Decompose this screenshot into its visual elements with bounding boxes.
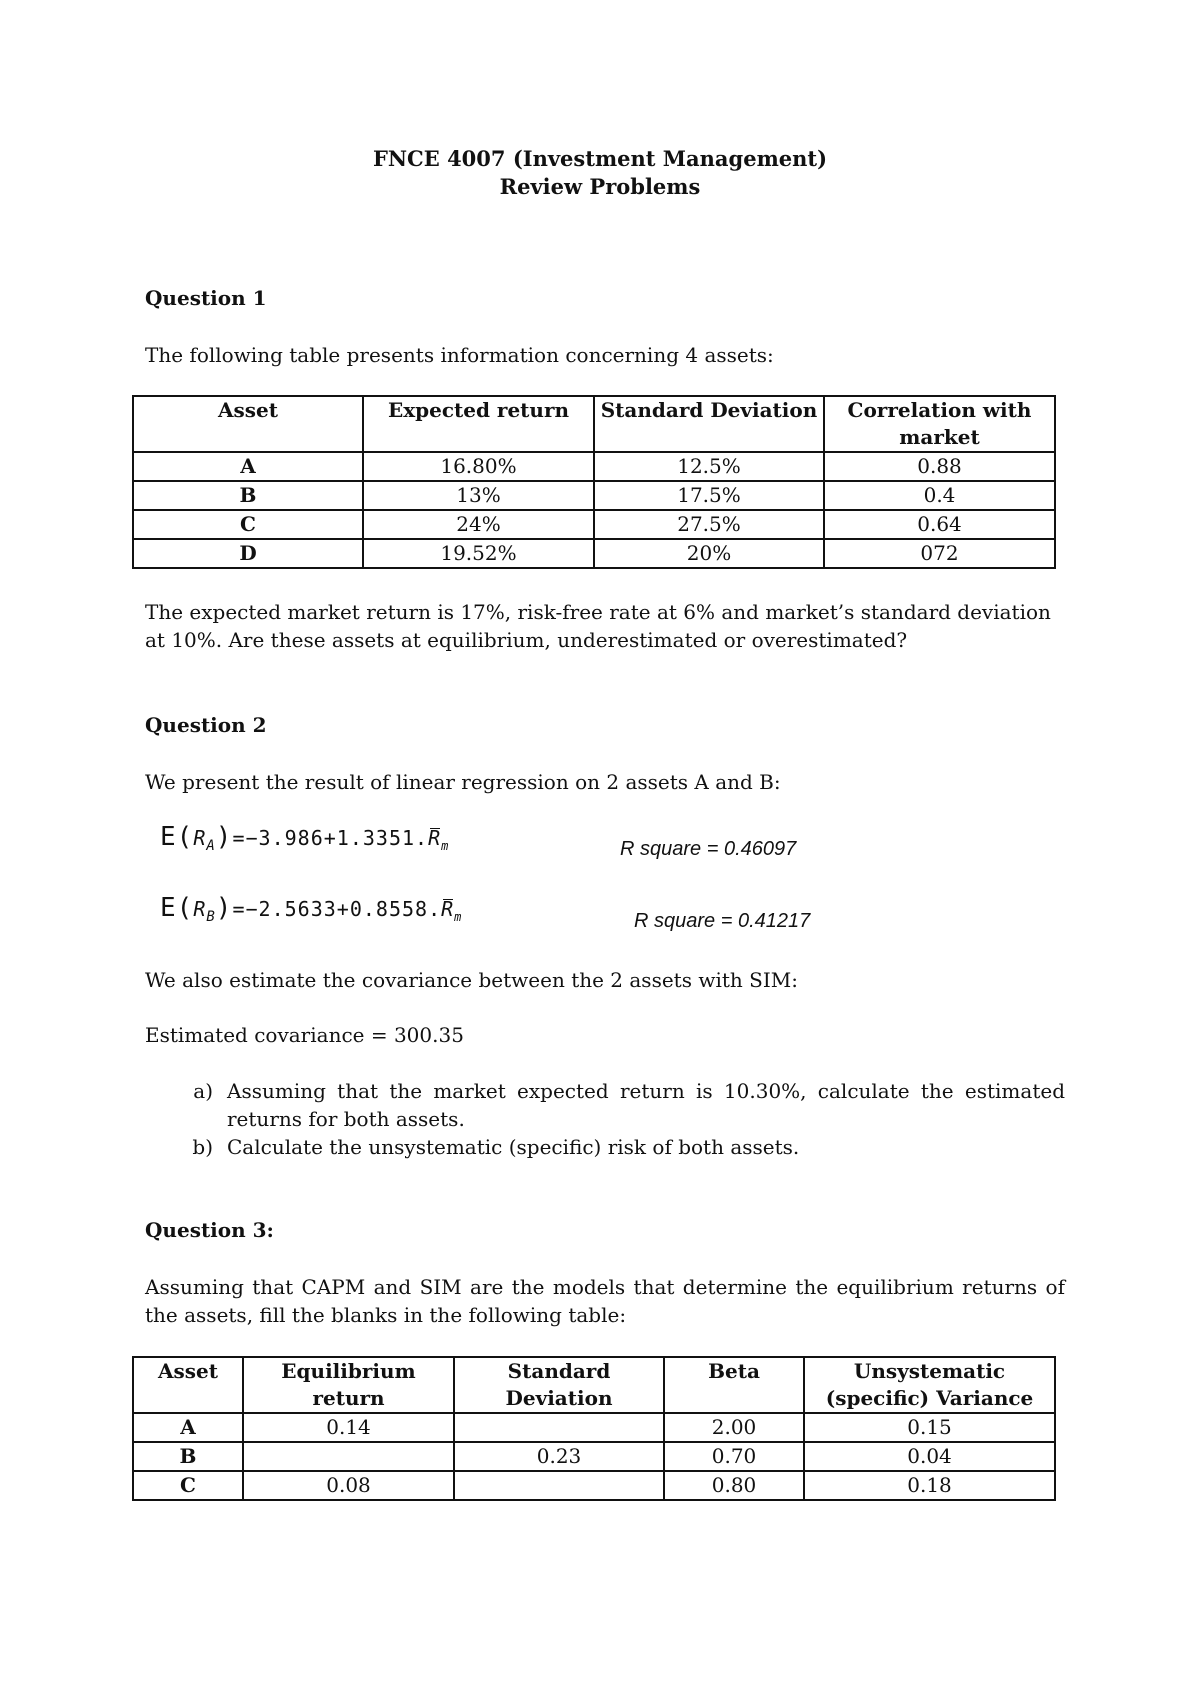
table-cell: 16.80% [363, 452, 594, 481]
table-cell: 0.88 [824, 452, 1055, 481]
asset-cell: B [133, 1442, 243, 1471]
table-cell: 0.08 [243, 1471, 454, 1500]
column-header: Beta [664, 1357, 804, 1413]
table-row [133, 1413, 1055, 1442]
asset-cell: B [133, 481, 363, 510]
column-header: Standard Deviation [454, 1357, 664, 1413]
regression-equation-b: $E(R_B)=-2.5633+0.8558.R_m$ [160, 893, 463, 925]
equation-rhs: =−2.5633+0.8558. [232, 897, 442, 921]
asset-cell: C [133, 1471, 243, 1500]
table-header-row [133, 396, 1055, 452]
document-subtitle: Review Problems [499, 174, 701, 199]
asset-subscript: B [206, 909, 216, 925]
table-row [133, 510, 1055, 539]
asset-cell: D [133, 539, 363, 568]
blank-cell [243, 1442, 454, 1471]
table-cell: 24% [363, 510, 594, 539]
table-header-row [133, 1357, 1055, 1413]
question-1-heading: Question 1 [145, 286, 267, 310]
list-item [145, 1133, 1065, 1161]
item-marker: a) [193, 1079, 213, 1103]
table-row [133, 481, 1055, 510]
item-marker: b) [192, 1135, 213, 1159]
r-square-a: R square = 0.46097 [620, 838, 797, 860]
table-cell: 12.5% [594, 452, 824, 481]
asset-cell: A [133, 452, 363, 481]
table-cell: 0.80 [664, 1471, 804, 1500]
column-header: Asset [133, 1357, 243, 1413]
table-cell: 20% [594, 539, 824, 568]
table-row [133, 1442, 1055, 1471]
table-cell: 2.00 [664, 1413, 804, 1442]
equation-rhs: =−3.986+1.3351. [232, 826, 429, 850]
question-3-heading: Question 3: [145, 1218, 274, 1242]
table-cell: 27.5% [594, 510, 824, 539]
table-cell: 072 [824, 539, 1055, 568]
table-cell: 0.14 [243, 1413, 454, 1442]
table-row [133, 539, 1055, 568]
table-cell: 0.04 [804, 1442, 1055, 1471]
table-row [133, 452, 1055, 481]
list-item [145, 1077, 1065, 1133]
table-cell: 13% [363, 481, 594, 510]
column-header: Unsystematic (specific) Variance [804, 1357, 1055, 1413]
asset-cell: A [133, 1413, 243, 1442]
table-cell: 0.4 [824, 481, 1055, 510]
question-1-intro: The following table presents information concerning 4 assets: [145, 343, 774, 367]
column-header: Expected return [363, 396, 594, 452]
asset-subscript: A [206, 838, 216, 854]
table-cell: 0.70 [664, 1442, 804, 1471]
table-cell: 0.15 [804, 1413, 1055, 1442]
table-row [133, 1471, 1055, 1500]
covariance-value: Estimated covariance = 300.35 [145, 1023, 464, 1047]
assets-table [132, 395, 1056, 569]
question-2-intro: We present the result of linear regression on 2 assets A and B: [145, 770, 781, 794]
column-header: Equilibrium return [243, 1357, 454, 1413]
table-cell: 19.52% [363, 539, 594, 568]
blank-cell [454, 1471, 664, 1500]
regression-equation-a: $E(R_A)=-3.986+1.3351.R_m$ [160, 822, 450, 854]
table-cell: 17.5% [594, 481, 824, 510]
asset-cell: C [133, 510, 363, 539]
document-title: FNCE 4007 (Investment Management) [372, 146, 828, 171]
item-text: Assuming that the market expected return is 10.30%, calculate the estimated returns for both assets. [227, 1079, 1065, 1131]
table-cell: 0.64 [824, 510, 1055, 539]
table-cell: 0.23 [454, 1442, 664, 1471]
blank-cell [454, 1413, 664, 1442]
item-text: Calculate the unsystematic (specific) risk of both assets. [227, 1135, 800, 1159]
column-header: Asset [133, 396, 363, 452]
covariance-intro: We also estimate the covariance between the 2 assets with SIM: [145, 968, 798, 992]
column-header: Correlation with market [824, 396, 1055, 452]
question-2-items [145, 1077, 1065, 1161]
question-3-intro: Assuming that CAPM and SIM are the models that determine the equilibrium returns of the assets, fill the blanks in the following table: [145, 1275, 1065, 1327]
table-cell: 0.18 [804, 1471, 1055, 1500]
column-header: Standard Deviation [594, 396, 824, 452]
capm-table [132, 1356, 1056, 1501]
question-2-heading: Question 2 [145, 713, 267, 737]
question-1-text: The expected market return is 17%, risk-free rate at 6% and market’s standard deviation at 10%. Are these assets at equilibrium, underestimated or overestimated? [145, 600, 1051, 652]
r-square-b: R square = 0.41217 [634, 910, 811, 932]
